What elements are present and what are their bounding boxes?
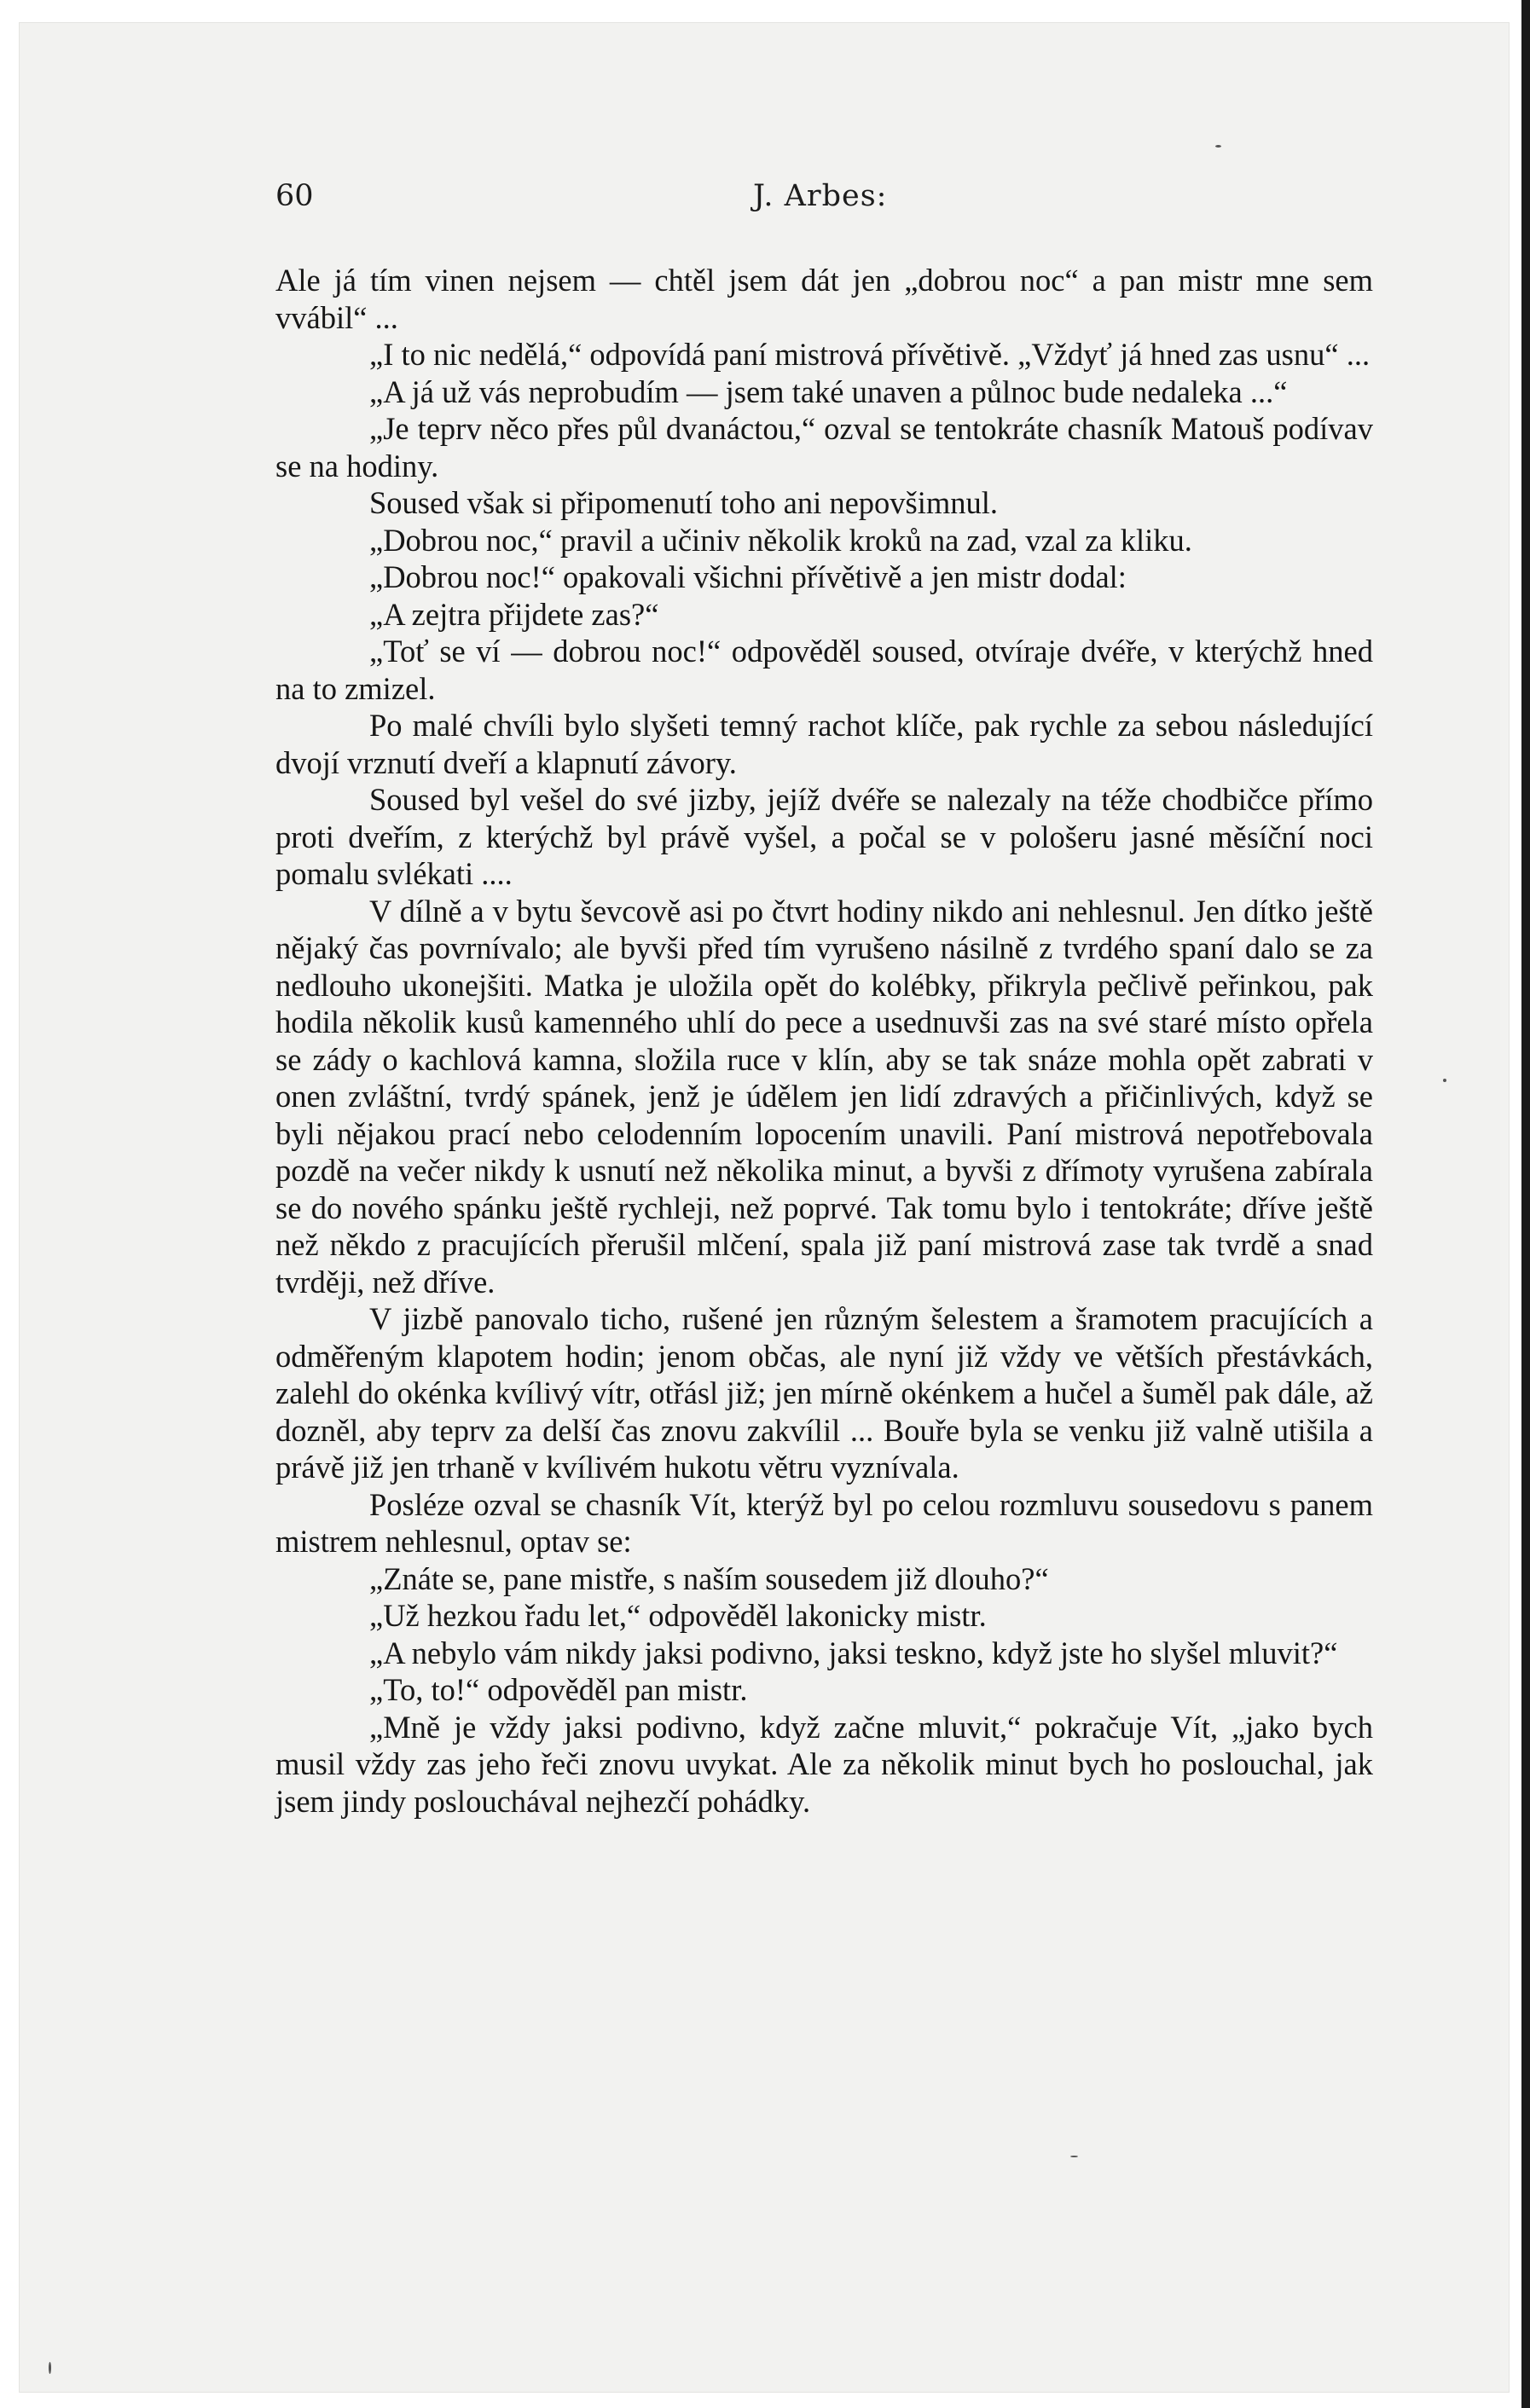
paragraph: „Mně je vždy jaksi podivno, když začne mluvit,“ pokračuje Vít, „jako bych musil vždy zas jeho řeči znovu uvykat. Ale za několik minut bych ho poslouchal, jak jsem jindy poslouchával nejhezčí pohádky. bbox=[275, 1709, 1373, 1819]
paragraph: „Toť se ví — dobrou noc!“ odpověděl soused, otvíraje dvéře, v kterýchž hned na to zmizel. bbox=[275, 634, 1373, 706]
paragraph: V dílně a v bytu ševcově asi po čtvrt hodiny nikdo ani nehlesnul. Jen dítko ještě nějaký čas povrnívalo; ale byvši před tím vyrušeno násilně z tvrdého spaní dalo se za nedlouho ukonejšiti. Matka je uložila opět do kolébky, přikryla pečlivě peřinkou, pak hodila několik kusů kamenného uhlí do pece a usednuvši zas na své staré místo opřela se zády o kachlová kamna, složila ruce v klín, aby se tak snáze mohla opět zabrati v onen zvláštní, tvrdý spánek, jenž je údělem jen lidí zdravých a přičinlivých, když se byli nějakou prací nebo celodenním lopocením unavili. Paní mistrová nepotřebovala pozdě na večer nikdy k usnutí než několika minut, a byvši z dřímoty vyrušena zabírala se do nového spánku ještě rychleji, než poprvé. Tak tomu bylo i tentokráte; dříve ještě než někdo z pracujících přerušil mlčení, spala již paní mistrová zase tak tvrdě a snad tvrději, než dříve. bbox=[275, 893, 1373, 1300]
dust-speck bbox=[49, 2362, 51, 2374]
paragraph: „A já už vás neprobudím — jsem také unaven a půlnoc bude nedaleka ...“ bbox=[369, 373, 1288, 409]
paragraph: Soused však si připomenutí toho ani nepovšimnul. bbox=[369, 485, 999, 520]
paragraph: „I to nic nedělá,“ odpovídá paní mistrová přívětivě. „Vždyť já hned zas usnu“ ... bbox=[369, 337, 1371, 372]
dust-speck bbox=[1070, 2156, 1078, 2157]
paragraph: Posléze ozval se chasník Vít, kterýž byl po celou rozmluvu sousedovu s panem mistrem nehlesnul, optav se: bbox=[275, 1486, 1373, 1559]
page-edge-shadow bbox=[1521, 0, 1530, 2408]
paragraph: „To, to!“ odpověděl pan mistr. bbox=[369, 1672, 748, 1707]
paragraph: „Znáte se, pane mistře, s naším sousedem již dlouho?“ bbox=[369, 1560, 1049, 1596]
paragraph: Soused byl vešel do své jizby, jejíž dvéře se nalezaly na téže chodbičce přímo proti dveřím, z kterýchž byl právě vyšel, a počal se v pološeru jasné měsíční noci pomalu svlékati .... bbox=[275, 782, 1373, 891]
paragraph: Po malé chvíli bylo slyšeti temný rachot klíče, pak rychle za sebou následující dvojí vrznutí dveří a klapnutí závory. bbox=[275, 708, 1373, 780]
paragraph: „A zejtra přijdete zas?“ bbox=[369, 596, 659, 632]
body-text bbox=[275, 262, 1373, 1820]
dust-speck bbox=[1215, 145, 1221, 148]
paragraph: „A nebylo vám nikdy jaksi podivno, jaksi teskno, když jste ho slyšel mluvit?“ bbox=[369, 1635, 1338, 1670]
paragraph: „Dobrou noc!“ opakovali všichni přívětivě a jen mistr dodal: bbox=[369, 559, 1127, 594]
paragraph: „Dobrou noc,“ pravil a učiniv několik kroků na zad, vzal za kliku. bbox=[369, 522, 1192, 558]
page-number: 60 bbox=[275, 179, 314, 213]
paragraph: „Už hezkou řadu let,“ odpověděl lakonicky mistr. bbox=[369, 1598, 987, 1633]
page-header bbox=[275, 179, 1373, 223]
paragraph: V jizbě panovalo ticho, rušené jen různým šelestem a šramotem pracujících a odměřeným klapotem hodin; jenom občas, ale nyní již vždy ve větších přestávkách, zalehl do okénka kvílivý vítr, otřásl již; jen mírně okénkem a hučel a šuměl pak dále, až dozněl, aby teprv za delší čas znovu zakvílil ... Bouře byla se venku již valně utišila a právě již jen trhaně v kvílivém hukotu větru vyznívala. bbox=[275, 1301, 1373, 1485]
paragraph: Ale já tím vinen nejsem — chtěl jsem dát jen „dobrou noc“ a pan mistr mne sem vvábil“ ... bbox=[275, 263, 1373, 335]
running-head: J. Arbes: bbox=[753, 179, 888, 213]
dust-speck bbox=[1443, 1079, 1446, 1082]
paragraph: „Je teprv něco přes půl dvanáctou,“ ozval se tentokráte chasník Matouš podívav se na hodiny. bbox=[275, 411, 1373, 483]
